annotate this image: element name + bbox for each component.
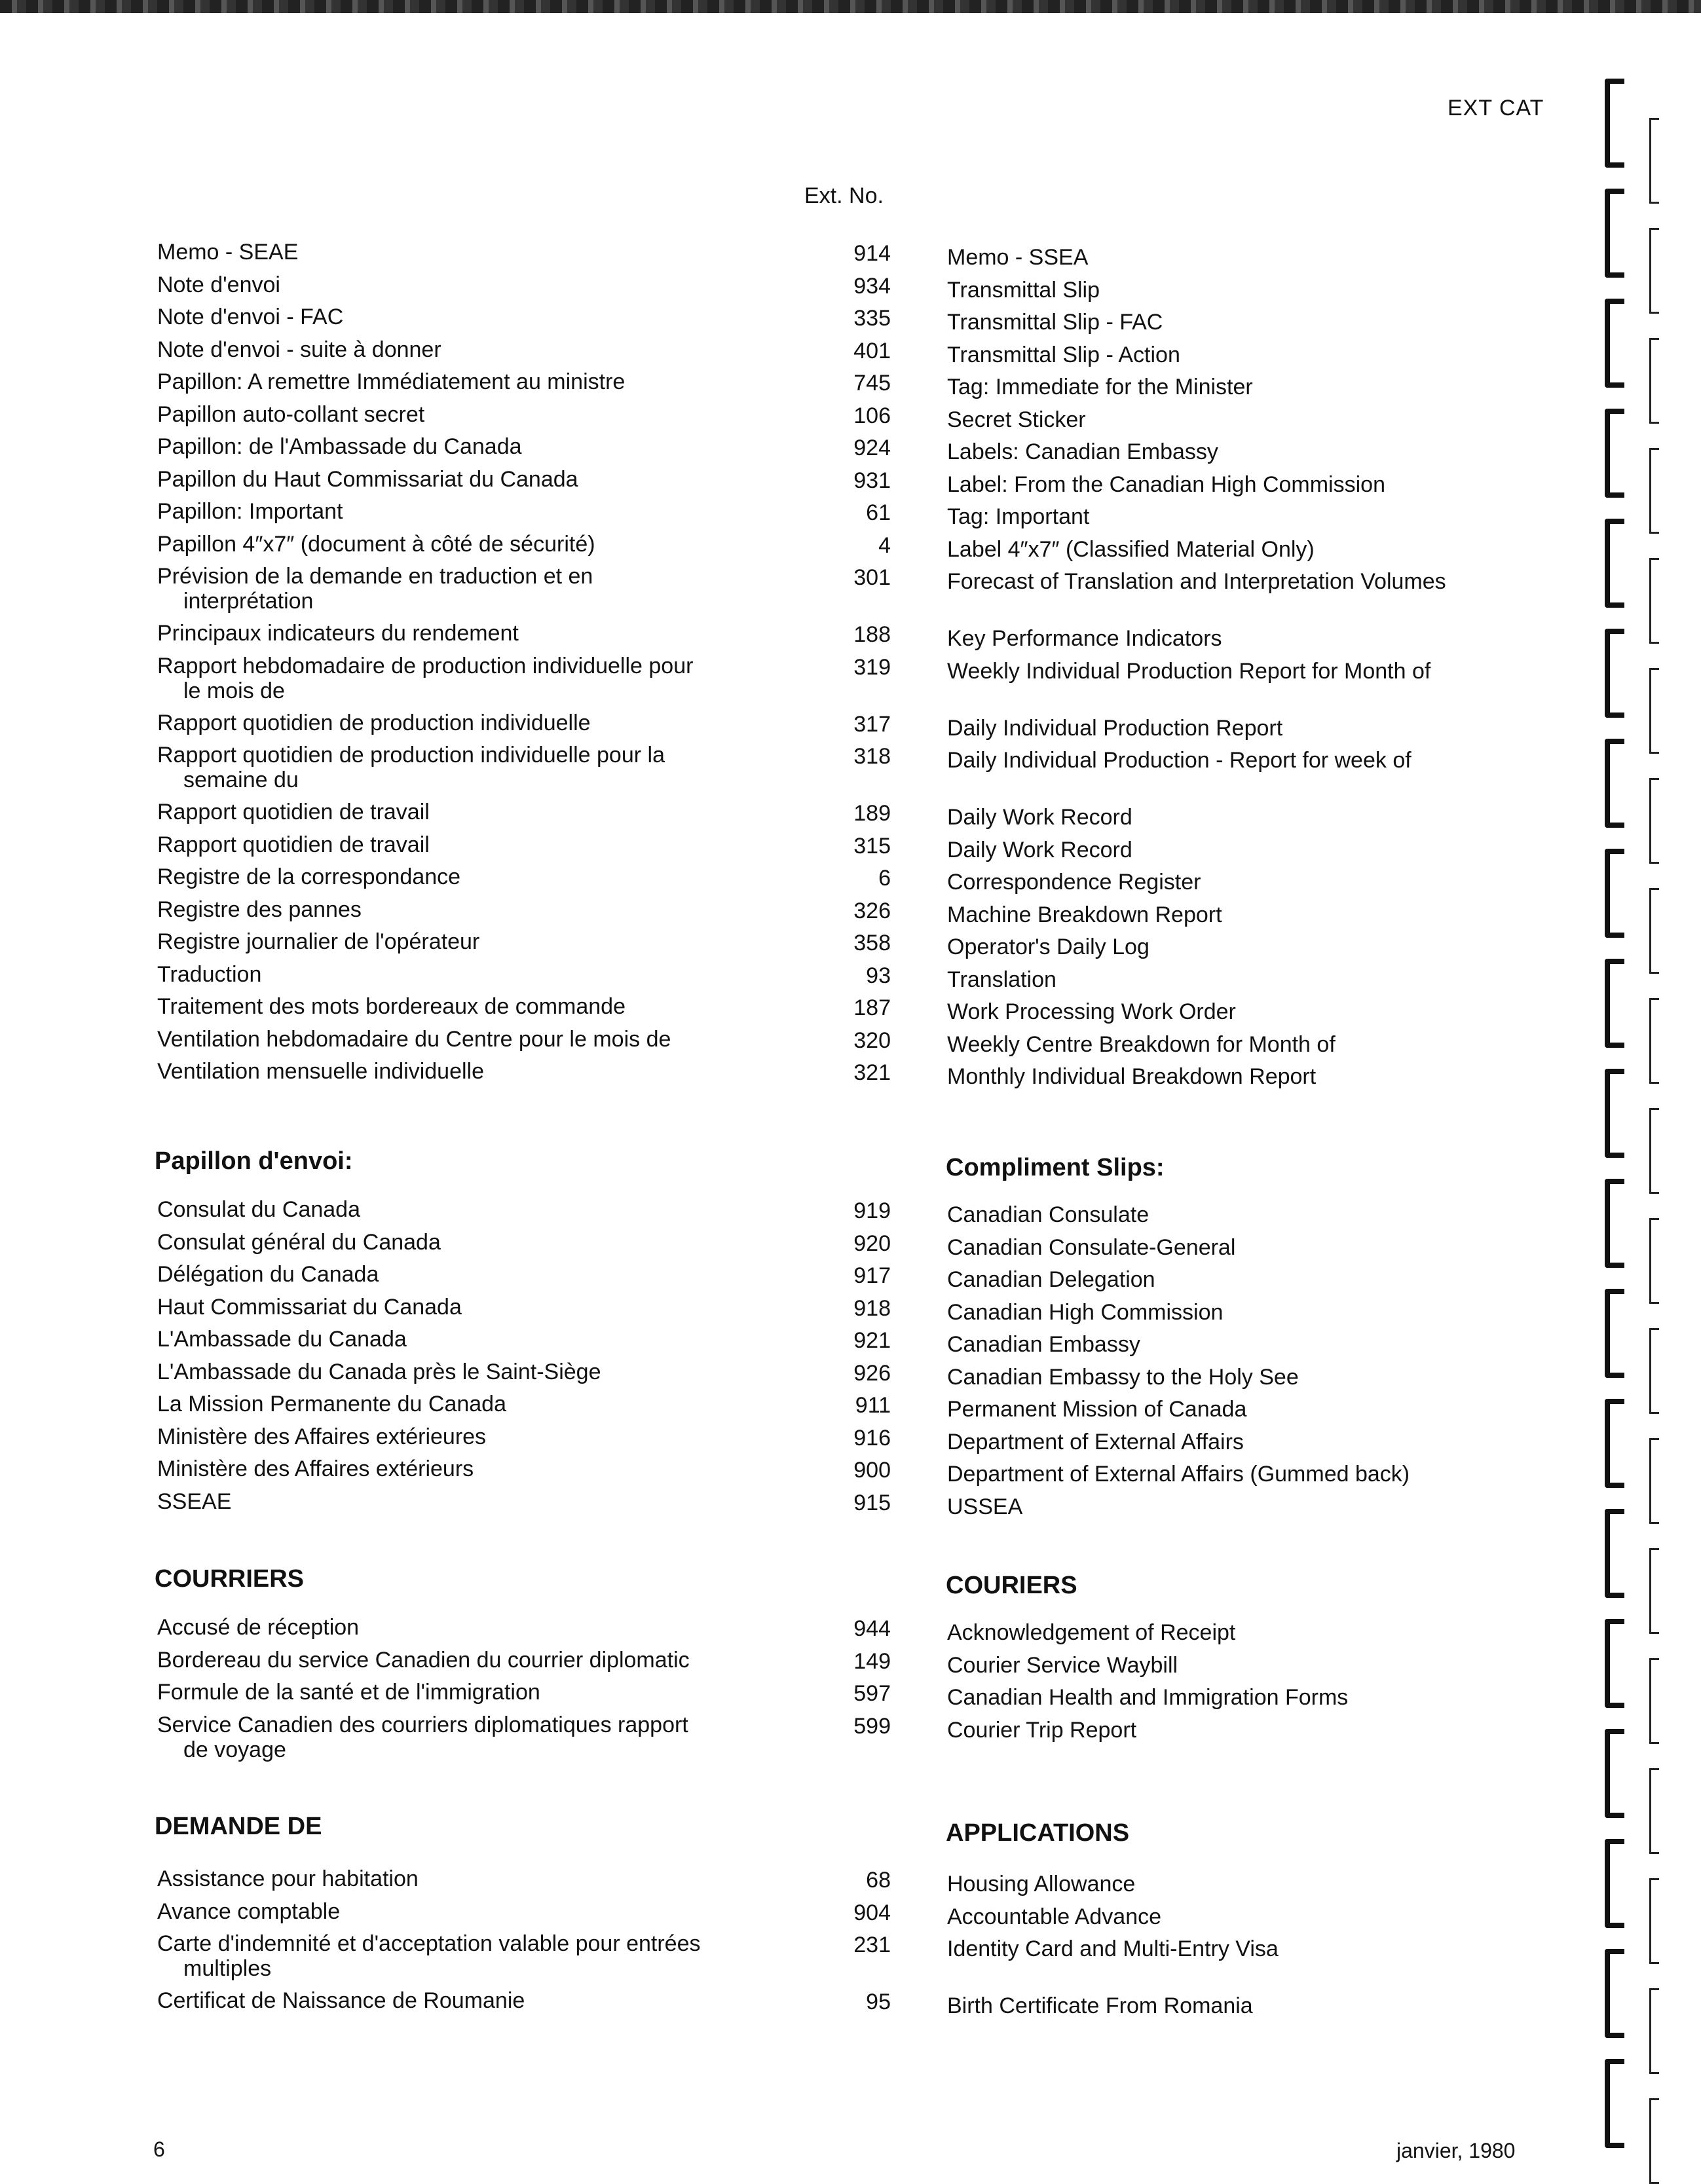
form-title-fr-line: Assistance pour habitation: [157, 1866, 419, 1891]
form-title-fr-line: Rapport quotidien de travail: [157, 832, 430, 857]
form-title-en: Housing Allowance: [947, 1872, 1136, 1897]
binding-wire-icon: [1649, 2098, 1659, 2184]
form-title-en: Accountable Advance: [947, 1904, 1162, 1929]
ext-number: 326: [853, 898, 891, 923]
form-title-en: Birth Certificate From Romania: [947, 1993, 1253, 2018]
ext-number: 918: [853, 1295, 891, 1321]
form-title-en: Translation: [947, 967, 1056, 992]
form-title-en: Forecast of Translation and Interpretation Volumes: [947, 569, 1446, 594]
form-title-fr: [157, 800, 747, 824]
binding-wire-icon: [1649, 778, 1659, 864]
form-title-en: Operator's Daily Log: [947, 935, 1150, 959]
binding-ring-icon: [1605, 1839, 1624, 1928]
section-title-fr: COURRIERS: [155, 1565, 305, 1593]
ext-number: 900: [853, 1458, 891, 1483]
section-title-fr: DEMANDE DE: [155, 1813, 322, 1840]
form-title-fr: [157, 272, 747, 297]
form-title-fr: [157, 1027, 747, 1052]
ext-number: 188: [853, 622, 891, 647]
form-title-fr-line: Bordereau du service Canadien du courrier diplomatic: [157, 1647, 690, 1673]
form-title-fr: [157, 1489, 747, 1514]
form-title-en: Courier Service Waybill: [947, 1652, 1178, 1678]
form-title-en: Work Processing Work Order: [947, 999, 1236, 1024]
form-title-en: Canadian Embassy: [947, 1332, 1140, 1357]
form-title-fr-line: Consulat du Canada: [157, 1197, 361, 1222]
ext-number: 318: [853, 744, 891, 769]
form-title-fr-line: L'Ambassade du Canada: [157, 1327, 407, 1352]
form-title-fr: [157, 711, 747, 735]
ext-number: 319: [853, 654, 891, 680]
form-title-en: Department of External Affairs (Gummed back): [947, 1462, 1410, 1487]
form-title-en: Tag: Immediate for the Minister: [947, 375, 1253, 399]
form-title-fr-line: Papillon auto-collant secret: [157, 401, 425, 427]
section-title-en: Compliment Slips:: [946, 1154, 1165, 1181]
binding-wire-icon: [1649, 1658, 1659, 1744]
binding-wire-icon: [1649, 118, 1659, 204]
form-title-fr: [157, 743, 747, 792]
form-title-en: Weekly Centre Breakdown for Month of: [947, 1031, 1336, 1057]
form-title-fr: [157, 1931, 747, 1981]
ext-number: 231: [853, 1933, 891, 1957]
form-title-fr-line: Délégation du Canada: [157, 1262, 379, 1287]
form-title-fr: [157, 1712, 747, 1762]
form-title-fr: [157, 1197, 747, 1222]
form-title-fr: [157, 832, 747, 857]
form-title-fr-line: Service Canadien des courriers diplomatiques rapport: [157, 1712, 688, 1737]
form-title-fr: [157, 337, 747, 362]
form-title-fr-line: Haut Commissariat du Canada: [157, 1294, 462, 1320]
form-title-fr-line: Carte d'indemnité et d'acceptation valable pour entrées: [157, 1931, 701, 1956]
form-title-fr: [157, 962, 747, 987]
form-title-en: Transmittal Slip - FAC: [947, 310, 1163, 335]
form-title-fr-line: Consulat général du Canada: [157, 1229, 441, 1255]
binding-wire-icon: [1649, 1548, 1659, 1634]
form-title-en: Weekly Individual Production Report for Month of: [947, 658, 1431, 684]
form-title-fr: [157, 1988, 747, 2013]
ext-number: 924: [853, 435, 891, 460]
ext-number: 745: [853, 371, 891, 396]
spiral-binding: [1598, 0, 1701, 2173]
form-title-fr-line: Rapport quotidien de travail: [157, 800, 430, 824]
form-title-en: Label: From the Canadian High Commission: [947, 472, 1385, 497]
form-title-fr-line: Ministère des Affaires extérieures: [157, 1424, 487, 1449]
binding-ring-icon: [1605, 2059, 1624, 2148]
form-title-fr-line: L'Ambassade du Canada près le Saint-Siège: [157, 1359, 601, 1384]
form-title-fr-line: Traduction: [157, 961, 262, 987]
binding-wire-icon: [1649, 1878, 1659, 1964]
ext-number: 321: [853, 1060, 891, 1085]
binding-ring-icon: [1605, 959, 1624, 1048]
ext-number: 106: [853, 403, 891, 428]
section-title-fr: Papillon d'envoi:: [155, 1147, 353, 1175]
form-title-fr-continuation: multiples: [183, 1956, 272, 1981]
ext-number: 917: [853, 1263, 891, 1288]
form-title-fr-line: Ventilation hebdomadaire du Centre pour le mois de: [157, 1026, 671, 1052]
form-title-fr: [157, 1295, 747, 1320]
binding-ring-icon: [1605, 1399, 1624, 1488]
form-title-en: Correspondence Register: [947, 870, 1201, 895]
ext-number: 93: [866, 963, 891, 988]
binding-ring-icon: [1605, 1949, 1624, 2038]
binding-ring-icon: [1605, 519, 1624, 608]
binding-wire-icon: [1649, 558, 1659, 644]
form-title-en: Labels: Canadian Embassy: [947, 439, 1218, 464]
section-title-en: APPLICATIONS: [946, 1819, 1130, 1847]
form-title-fr: [157, 1262, 747, 1287]
form-title-en: Canadian High Commission: [947, 1299, 1224, 1325]
binding-wire-icon: [1649, 888, 1659, 974]
ext-number: 320: [853, 1027, 891, 1053]
catalogue-code: EXT CAT: [1448, 96, 1544, 120]
section-title-en: COURIERS: [946, 1572, 1077, 1599]
form-title-fr-line: Principaux indicateurs du rendement: [157, 621, 519, 646]
ext-number: 944: [853, 1616, 891, 1641]
ext-number: 916: [853, 1425, 891, 1451]
ext-number: 921: [853, 1328, 891, 1353]
ext-number: 934: [853, 273, 891, 299]
form-title-fr-line: Rapport quotidien de production individuelle: [157, 710, 591, 735]
form-title-en: Identity Card and Multi-Entry Visa: [947, 1936, 1279, 1961]
form-title-fr-line: Registre des pannes: [157, 897, 362, 922]
form-title-en: Canadian Health and Immigration Forms: [947, 1685, 1349, 1710]
binding-ring-icon: [1605, 1289, 1624, 1378]
form-title-fr-line: Registre de la correspondance: [157, 864, 461, 889]
form-title-fr: [157, 1327, 747, 1352]
form-title-fr-line: Registre journalier de l'opérateur: [157, 929, 480, 954]
form-title-fr: [157, 1360, 747, 1384]
form-title-en: Monthly Individual Breakdown Report: [947, 1064, 1317, 1089]
binding-wire-icon: [1649, 1988, 1659, 2074]
form-title-fr: [157, 864, 747, 889]
form-title-fr: [157, 1680, 747, 1705]
ext-number: 597: [853, 1681, 891, 1706]
ext-number: 911: [855, 1393, 891, 1418]
form-title-fr: [157, 1456, 747, 1481]
form-title-en: Courier Trip Report: [947, 1717, 1137, 1743]
ext-number: 599: [853, 1713, 891, 1739]
form-title-fr-line: Papillon: A remettre Immédiatement au ministre: [157, 369, 626, 394]
form-title-fr: [157, 1615, 747, 1640]
binding-wire-icon: [1649, 1328, 1659, 1414]
form-title-fr-line: Prévision de la demande en traduction et en: [157, 564, 593, 589]
ext-number: 95: [866, 1990, 891, 2014]
ext-number: 6: [878, 866, 891, 891]
binding-ring-icon: [1605, 409, 1624, 498]
binding-ring-icon: [1605, 1729, 1624, 1818]
binding-wire-icon: [1649, 1218, 1659, 1304]
form-title-fr: [157, 402, 747, 427]
form-title-fr: [157, 305, 747, 329]
binding-wire-icon: [1649, 668, 1659, 754]
binding-wire-icon: [1649, 998, 1659, 1084]
form-title-fr-continuation: le mois de: [183, 678, 285, 703]
form-title-fr: [157, 621, 747, 646]
form-title-en: Canadian Embassy to the Holy See: [947, 1364, 1299, 1390]
form-title-en: Transmittal Slip: [947, 277, 1100, 303]
form-title-fr: [157, 369, 747, 394]
ext-number: 301: [853, 565, 891, 590]
form-title-fr: [157, 994, 747, 1019]
form-title-fr-line: Accusé de réception: [157, 1615, 360, 1640]
form-title-fr-continuation: de voyage: [183, 1737, 286, 1762]
form-title-en: Tag: Important: [947, 504, 1090, 529]
form-title-fr: [157, 1392, 747, 1416]
form-title-en: Permanent Mission of Canada: [947, 1397, 1247, 1422]
form-title-fr-continuation: semaine du: [183, 768, 299, 792]
ext-number: 335: [853, 306, 891, 331]
form-title-fr-line: Formule de la santé et de l'immigration: [157, 1680, 540, 1705]
form-title-en: Machine Breakdown Report: [947, 902, 1222, 927]
footer-date: janvier, 1980: [1396, 2139, 1516, 2162]
ext-number: 920: [853, 1231, 891, 1256]
form-title-fr: [157, 1059, 747, 1084]
scan-top-edge: [0, 0, 1701, 13]
form-title-fr: [157, 434, 747, 459]
form-title-fr-line: SSEAE: [157, 1489, 232, 1514]
ext-number: 919: [853, 1198, 891, 1223]
form-title-en: Department of External Affairs: [947, 1429, 1244, 1454]
form-title-en: Key Performance Indicators: [947, 626, 1222, 651]
form-title-en: Acknowledgement of Receipt: [947, 1620, 1236, 1645]
form-title-fr-line: La Mission Permanente du Canada: [157, 1392, 506, 1416]
ext-number: 68: [866, 1868, 891, 1893]
form-title-en: USSEA: [947, 1494, 1023, 1519]
form-title-fr-line: Papillon du Haut Commissariat du Canada: [157, 466, 578, 492]
form-title-fr: [157, 1424, 747, 1449]
form-title-en: Daily Individual Production Report: [947, 715, 1283, 741]
form-title-en: Canadian Delegation: [947, 1267, 1155, 1292]
form-title-fr-line: Memo - SEAE: [157, 240, 299, 265]
binding-ring-icon: [1605, 629, 1624, 718]
form-title-en: Canadian Consulate: [947, 1202, 1150, 1227]
form-title-fr-line: Papillon: de l'Ambassade du Canada: [157, 434, 522, 459]
form-title-fr: [157, 929, 747, 954]
ext-number: 914: [853, 241, 891, 266]
form-title-fr: [157, 564, 747, 614]
ext-number: 189: [853, 801, 891, 826]
form-title-fr-line: Certificat de Naissance de Roumanie: [157, 1988, 525, 2013]
binding-ring-icon: [1605, 1069, 1624, 1158]
form-title-fr-continuation: interprétation: [183, 589, 314, 614]
ext-number: 926: [853, 1360, 891, 1386]
binding-wire-icon: [1649, 448, 1659, 534]
page-number: 6: [153, 2138, 165, 2161]
form-title-fr: [157, 467, 747, 492]
binding-wire-icon: [1649, 228, 1659, 314]
form-title-fr: [157, 654, 747, 703]
binding-ring-icon: [1605, 1179, 1624, 1268]
form-title-fr-line: Note d'envoi - FAC: [157, 305, 344, 329]
form-title-fr-line: Papillon 4″x7″ (document à côté de sécurité): [157, 531, 595, 557]
form-title-fr-line: Avance comptable: [157, 1898, 341, 1924]
ext-number: 61: [866, 500, 891, 525]
ext-number: 401: [853, 338, 891, 363]
form-title-en: Transmittal Slip - Action: [947, 342, 1180, 367]
form-title-fr: [157, 1866, 747, 1891]
ext-number: 187: [853, 995, 891, 1020]
form-title-fr-line: Traitement des mots bordereaux de commande: [157, 994, 626, 1019]
form-title-fr-line: Ministère des Affaires extérieurs: [157, 1456, 474, 1481]
binding-ring-icon: [1605, 189, 1624, 278]
ext-number: 149: [853, 1648, 891, 1674]
form-title-fr-line: Note d'envoi - suite à donner: [157, 337, 441, 362]
binding-ring-icon: [1605, 1619, 1624, 1708]
ext-number: 915: [853, 1490, 891, 1515]
form-title-en: Secret Sticker: [947, 407, 1086, 432]
form-title-fr-line: Note d'envoi: [157, 272, 280, 297]
ext-number: 317: [853, 711, 891, 737]
binding-ring-icon: [1605, 739, 1624, 828]
form-title-fr-line: Papillon: Important: [157, 499, 343, 524]
binding-ring-icon: [1605, 299, 1624, 388]
form-title-fr: [157, 897, 747, 922]
form-title-fr: [157, 240, 747, 265]
binding-ring-icon: [1605, 1509, 1624, 1598]
form-title-fr: [157, 1230, 747, 1255]
form-title-fr-line: Rapport quotidien de production individuelle pour la: [157, 743, 665, 768]
form-title-en: Daily Work Record: [947, 805, 1132, 830]
binding-wire-icon: [1649, 1108, 1659, 1194]
form-title-en: Daily Individual Production - Report for week of: [947, 748, 1411, 773]
form-title-fr: [157, 1648, 747, 1673]
form-title-fr: [157, 1899, 747, 1924]
form-title-en: Daily Work Record: [947, 837, 1132, 862]
binding-wire-icon: [1649, 1768, 1659, 1854]
binding-ring-icon: [1605, 79, 1624, 168]
form-title-fr: [157, 532, 747, 557]
form-title-fr: [157, 499, 747, 524]
form-title-en: Label 4″x7″ (Classified Material Only): [947, 536, 1315, 562]
binding-wire-icon: [1649, 338, 1659, 424]
ext-no-column-heading: Ext. No.: [804, 183, 884, 208]
form-title-en: Memo - SSEA: [947, 245, 1089, 270]
binding-ring-icon: [1605, 849, 1624, 938]
ext-number: 315: [853, 833, 891, 859]
form-title-fr-line: Rapport hebdomadaire de production individuelle pour: [157, 653, 694, 678]
form-title-fr-line: Ventilation mensuelle individuelle: [157, 1059, 484, 1084]
binding-wire-icon: [1649, 1438, 1659, 1524]
ext-number: 904: [853, 1900, 891, 1925]
ext-number: 358: [853, 931, 891, 955]
form-title-en: Canadian Consulate-General: [947, 1234, 1236, 1260]
ext-number: 931: [853, 468, 891, 493]
ext-number: 4: [878, 532, 891, 558]
